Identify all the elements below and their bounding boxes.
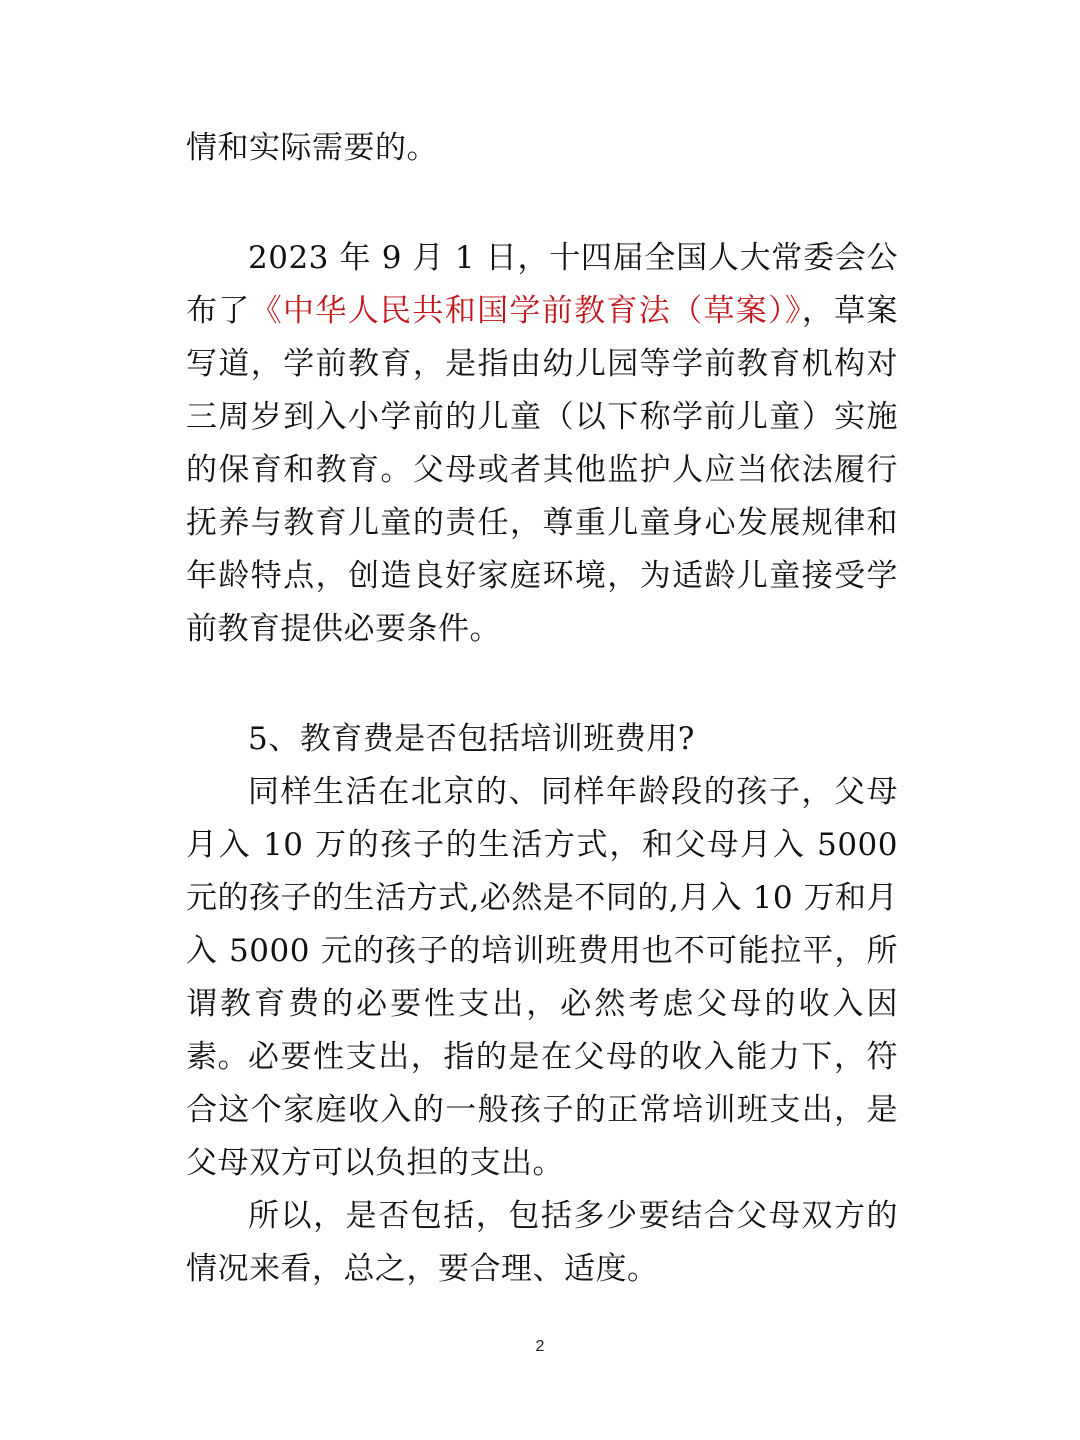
section-heading-text: 5、教育费是否包括培训班费用?	[248, 721, 695, 757]
paragraph-continued	[186, 122, 898, 175]
paragraph-law-text	[186, 232, 898, 656]
paragraph-same-life-text: 同样生活在北京的、同样年龄段的孩子，父母月入 10 万的孩子的生活方式，和父母月入 5000 元的孩子的生活方式,必然是不同的,月入 10 万和月入 5000 元的孩子的培训班费用也不可能拉平，所谓教育费的必要性支出，必然考虑父母的收入因素。	[186, 774, 898, 1075]
paragraph-law	[186, 232, 898, 656]
law-content-text: ，草案写道，学前教育，是指由幼儿园等学前教育机构对三周岁到入小学前的儿童（以下称学前儿童）实施的保育和教育。父母或者其他监护人应当依法履行抚养与教育儿童的责任，尊重儿童身心发展规律和年龄特点，创造良好家庭环境，为适龄儿童接受学前教育提供必要条件。	[186, 293, 899, 647]
paragraph-necessary-text: 必要性支出，指的是在父母的收入能力下，符合这个家庭收入的一般孩子的正常培训班支出，是父母双方可以负担的支出。	[186, 1039, 898, 1181]
paragraph-continued-text: 情和实际需要的。	[186, 130, 438, 166]
section-heading-5	[186, 713, 898, 766]
law-intro-text: 2023 年 9 月 1 日，十四届全国人大常委会公布了	[186, 240, 898, 329]
page-number: 2	[535, 1338, 545, 1355]
paragraph-conclusion-text: 所以，是否包括，包括多少要结合父母双方的情况来看，总之，要合理、适度。	[186, 1198, 898, 1287]
paragraph-conclusion	[186, 1190, 898, 1296]
paragraph-necessary	[186, 1031, 898, 1190]
law-title: 《中华人民共和国学前教育法（草案）》	[250, 293, 802, 329]
